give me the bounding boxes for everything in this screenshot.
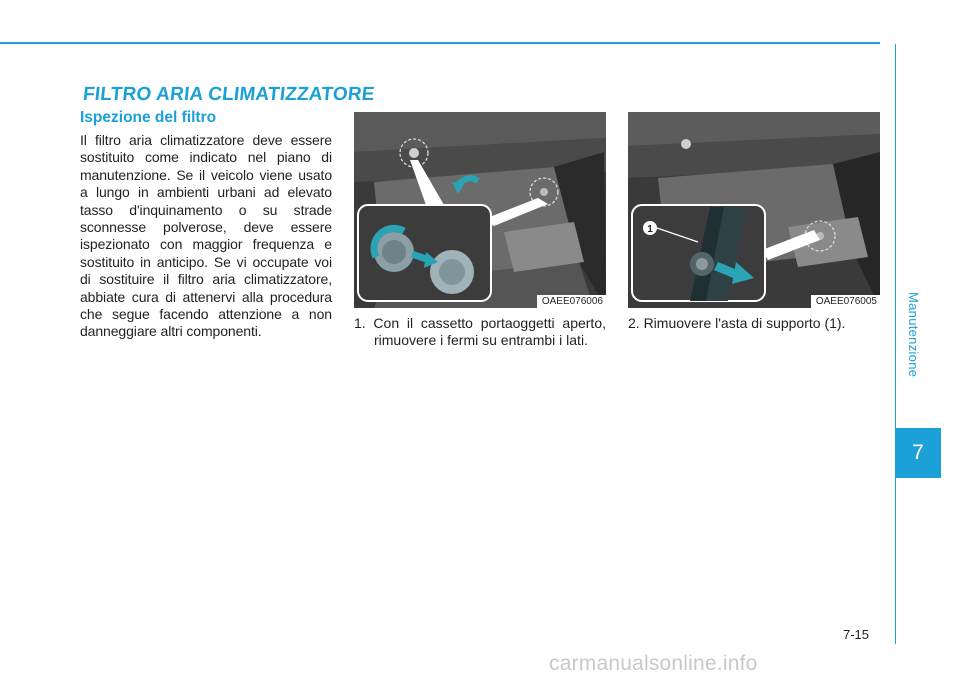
watermark: carmanualsonline.info bbox=[549, 652, 758, 675]
glovebox-fastener-illustration bbox=[354, 112, 606, 308]
figure-remove-fasteners bbox=[354, 112, 606, 308]
figure-code-2: OAEE076005 bbox=[811, 295, 880, 308]
subsection-title: Ispezione del filtro bbox=[80, 109, 217, 126]
step-1-text: 1. Con il cassetto portaoggetti aperto, rimuovere i fermi su entrambi i lati. bbox=[354, 315, 606, 349]
support-rod-illustration bbox=[628, 112, 880, 308]
intro-paragraph: Il filtro aria climatizzatore deve essere sostituito come indicato nel piano di manutenzione. Se il veicolo viene usato a lungo in ambienti urbani ad elevato tasso d'inquinamento o su strade sconnesse polverose, deve essere ispezionato con maggior frequenza e sostituito in anticipo. Se vi occupate voi di sostituire il filtro aria climatizzatore, abbiate cura di attenervi alla procedura che segue facendo attenzione a non danneggiare altri componenti. bbox=[80, 132, 332, 340]
chapter-tab-label: Manutenzione bbox=[906, 292, 921, 378]
chapter-number-tab: 7 bbox=[895, 428, 941, 478]
figure-code-1: OAEE076006 bbox=[537, 295, 606, 308]
section-title: FILTRO ARIA CLIMATIZZATORE bbox=[81, 84, 376, 105]
step-2-text: 2. Rimuovere l'asta di supporto (1). bbox=[628, 315, 846, 331]
figure-remove-support-rod bbox=[628, 112, 880, 308]
callout-number: 1 bbox=[647, 224, 653, 235]
side-margin-line bbox=[895, 44, 896, 644]
page-number: 7-15 bbox=[843, 627, 870, 642]
top-rule bbox=[0, 42, 880, 44]
